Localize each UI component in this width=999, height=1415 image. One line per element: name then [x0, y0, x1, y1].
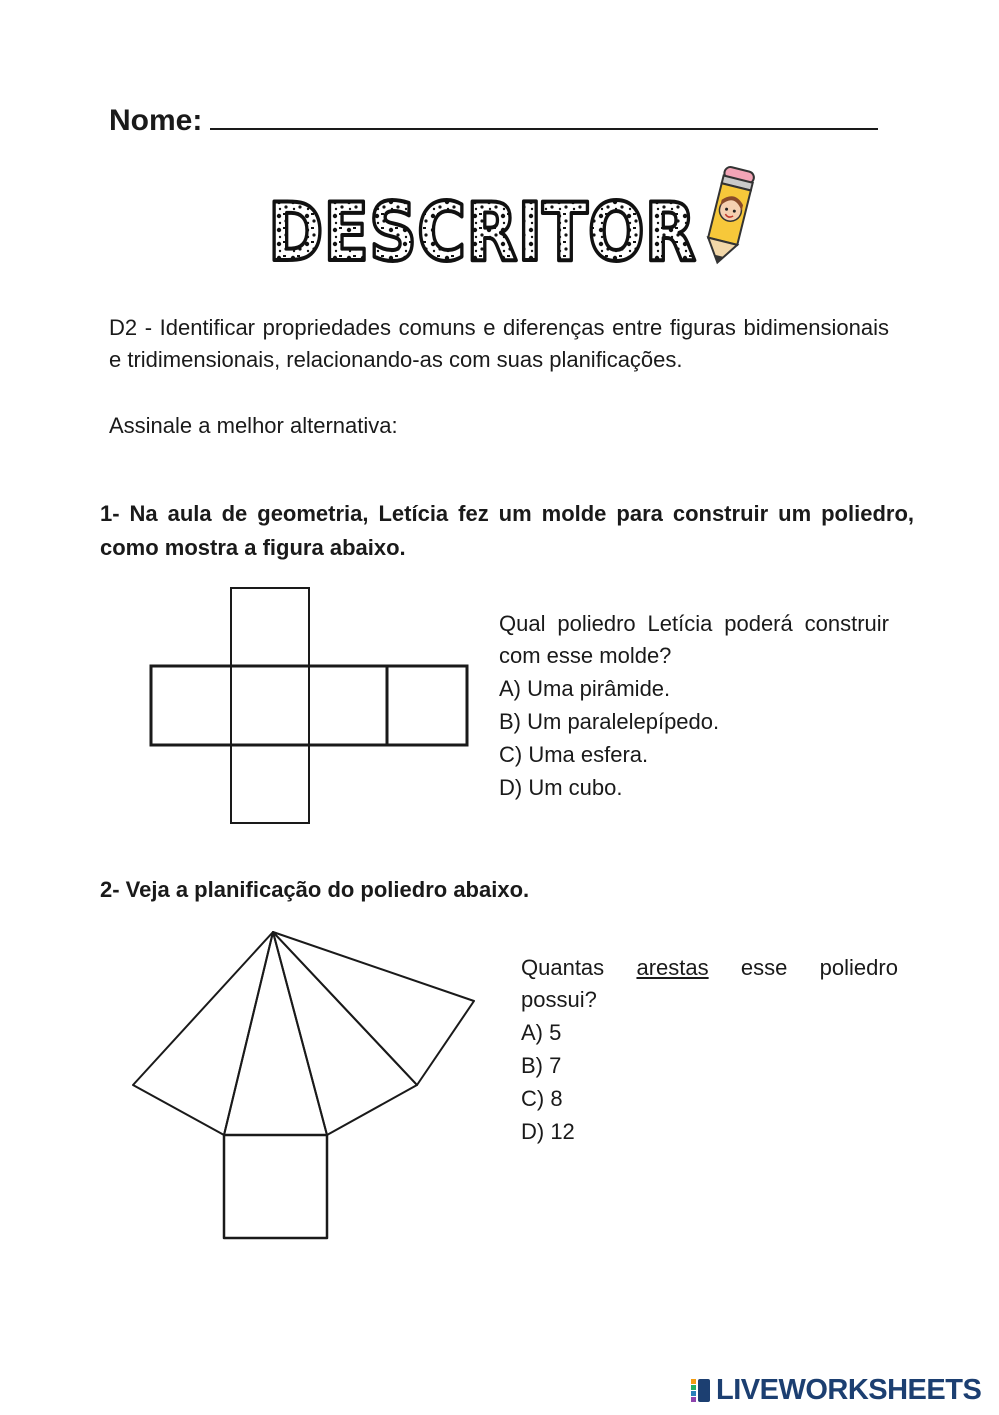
- brand-footer[interactable]: [690, 1374, 981, 1410]
- option-b[interactable]: B) 7: [521, 1053, 562, 1078]
- name-blank-line[interactable]: [210, 98, 878, 130]
- liveworksheets-logo-icon: [690, 1377, 712, 1405]
- option-a[interactable]: A) 5: [521, 1020, 562, 1045]
- net-triangle-center: [224, 932, 327, 1135]
- instruction-text: Assinale a melhor alternativa:: [109, 413, 398, 438]
- option-d[interactable]: D) 12: [521, 1119, 575, 1144]
- option-c[interactable]: C) Uma esfera.: [499, 742, 649, 767]
- name-label: Nome:: [109, 104, 203, 137]
- underlined-word: arestas: [636, 955, 709, 980]
- net-square-top: [231, 588, 309, 666]
- pyramid-net-figure: [125, 925, 485, 1245]
- question-1-body: [499, 608, 889, 804]
- descriptor-text: D2 - Identificar propriedades comuns e diferenças entre figuras bidimensionais e tridimensionais, relacionando-as com suas planificações.: [109, 315, 889, 372]
- option-d[interactable]: D) Um cubo.: [499, 775, 623, 800]
- name-field: [109, 98, 878, 138]
- question-1-prompt: Qual poliedro Letícia poderá construir com esse molde?: [499, 611, 889, 668]
- net-triangle-left: [133, 932, 273, 1135]
- option-c[interactable]: C) 8: [521, 1086, 563, 1111]
- prompt-part: esse poliedro possui?: [521, 955, 898, 1012]
- net-square-base: [224, 1135, 327, 1238]
- question-2-heading: 2- Veja a planificação do poliedro abaixo.: [100, 877, 530, 902]
- option-b[interactable]: B) Um paralelepípedo.: [499, 709, 720, 734]
- brand-name: LIVEWORKSHEETS: [716, 1374, 982, 1406]
- net-triangle-right-1: [273, 932, 417, 1135]
- question-2-prompt: [521, 952, 898, 1016]
- option-a[interactable]: A) Uma pirâmide.: [499, 676, 671, 701]
- net-square-bottom: [231, 745, 309, 823]
- prompt-part: Quantas: [521, 955, 605, 980]
- page-title: [262, 184, 702, 279]
- pencil-mascot-icon: [700, 166, 758, 266]
- question-2-body: [521, 952, 898, 1148]
- title-wordart: [262, 184, 702, 279]
- net-triangle-right-2: [273, 932, 474, 1085]
- question-1-heading: 1- Na aula de geometria, Letícia fez um molde para construir um poliedro, como mostra a figura abaixo.: [100, 501, 914, 560]
- cube-net-figure: [140, 580, 480, 830]
- title-text: DESCRITOR: [268, 186, 696, 279]
